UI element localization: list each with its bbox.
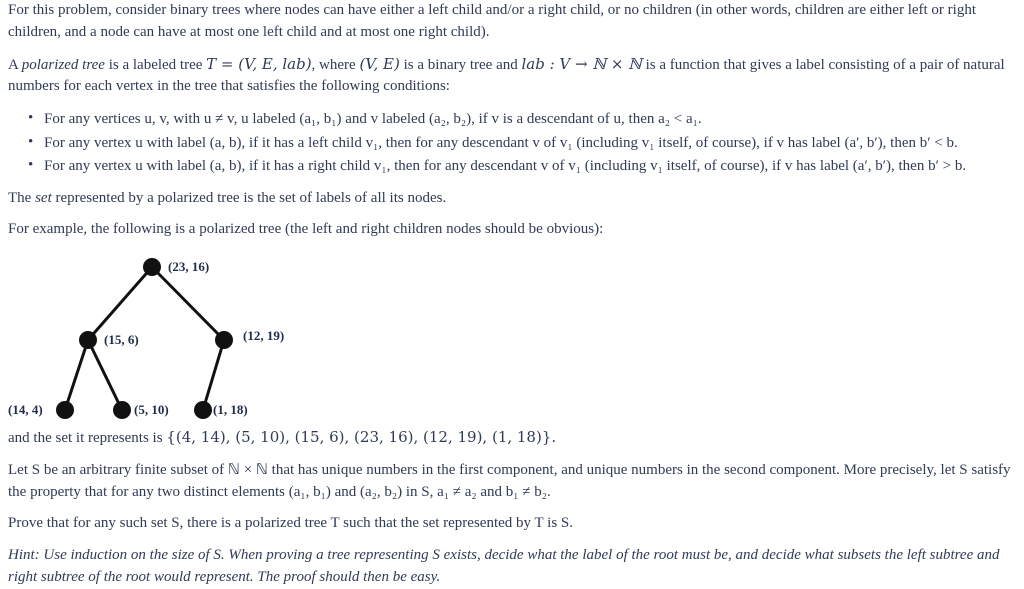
set-definition-paragraph bbox=[0, 188, 1024, 210]
definition-paragraph bbox=[0, 54, 1024, 99]
definition-math-1: T = (V, E, lab) bbox=[206, 54, 312, 73]
conditions-list bbox=[0, 108, 1024, 178]
edge-left-ll bbox=[65, 340, 88, 410]
edge-root-left bbox=[88, 267, 152, 340]
represents-set: {(4, 14), (5, 10), (15, 6), (23, 16), (12, 19), (1, 18)}. bbox=[166, 428, 557, 446]
definition-body-4: is a function that gives a label consisting of a pair of natural numbers for each vertex in the tree that satisfies the following conditions: bbox=[8, 56, 1005, 95]
prove-paragraph: Prove that for any such set S, there is a polarized tree T such that the set represented by T is S. bbox=[8, 515, 573, 532]
tree-node-label-root: (23, 16) bbox=[168, 259, 210, 274]
condition-item: • For any vertex u with label (a, b), if it has a right child v₁, then for any descendant v of v₁ (including v₁ itself, of course), if v has label (a′, b′), then b′ > b. bbox=[44, 155, 1024, 178]
tree-node-left-right bbox=[113, 401, 131, 419]
definition-math-3: lab : V → ℕ × ℕ bbox=[521, 54, 642, 73]
represents-prefix: and the set it represents is bbox=[8, 430, 163, 446]
condition-item: • For any vertex u with label (a, b), if it has a left child v₁, then for any descendant v of v₁ (including v₁ itself, of course), if v has label (a′, b′), then b′ < b. bbox=[44, 132, 1024, 155]
set-sentence-rest: represented by a polarized tree is the set of labels of all its nodes. bbox=[55, 189, 447, 206]
tree-node-right-left bbox=[194, 401, 212, 419]
tree-node-label-right-left: (1, 18) bbox=[213, 402, 248, 417]
tree-node-left-left bbox=[56, 401, 74, 419]
hint-paragraph: Hint: Use induction on the size of S. When proving a tree representing S exists, decide what the label of the root must be, and decide what subsets the left subtree and right subtree of the root would represent. The proof should then be easy. bbox=[8, 547, 1000, 585]
tree-node-left bbox=[79, 331, 97, 349]
set-sentence-term: set bbox=[35, 189, 52, 206]
condition-item: • For any vertices u, v, with u ≠ v, u labeled (a₁, b₁) and v labeled (a₂, b₂), if v is a descendant of u, then a₂ < a₁. bbox=[44, 108, 1024, 131]
definition-term: polarized tree bbox=[21, 56, 105, 73]
edge-right-rl bbox=[203, 340, 224, 410]
intro-paragraph: For this problem, consider binary trees where nodes can have either a left child and/or a right child, or no children (in other words, children are either left or right children, and a node can have at most one left child and at most one right child). bbox=[8, 2, 977, 40]
tree-node-label-right: (12, 19) bbox=[243, 328, 285, 343]
definition-body-2: , where bbox=[311, 56, 356, 73]
definition-body-3: is a binary tree and bbox=[403, 56, 518, 73]
example-intro-paragraph: For example, the following is a polarized tree (the left and right children nodes should be obvious): bbox=[8, 221, 604, 238]
polarized-tree-figure bbox=[0, 247, 1024, 425]
definition-body-1: is a labeled tree bbox=[108, 56, 203, 73]
tree-node-label-left: (15, 6) bbox=[104, 332, 139, 347]
definition-prefix: A bbox=[8, 56, 19, 73]
edge-root-right bbox=[152, 267, 224, 340]
tree-node-label-left-right: (5, 10) bbox=[134, 402, 169, 417]
tree-node-root bbox=[143, 258, 161, 276]
set-sentence-prefix: The bbox=[8, 189, 32, 206]
let-s-paragraph: Let S be an arbitrary finite subset of ℕ × ℕ that has unique numbers in the first component, and unique numbers in the second component. More precisely, let S satisfy the property that for any two distinct elements (a₁, b₁) and (a₂, b₂) in S, a₁ ≠ a₂ and b₁ ≠ b₂. bbox=[8, 461, 1011, 500]
definition-math-2: (V, E) bbox=[359, 54, 400, 73]
tree-node-label-left-left: (14, 4) bbox=[8, 402, 43, 417]
tree-node-right bbox=[215, 331, 233, 349]
edge-left-lr bbox=[88, 340, 122, 410]
